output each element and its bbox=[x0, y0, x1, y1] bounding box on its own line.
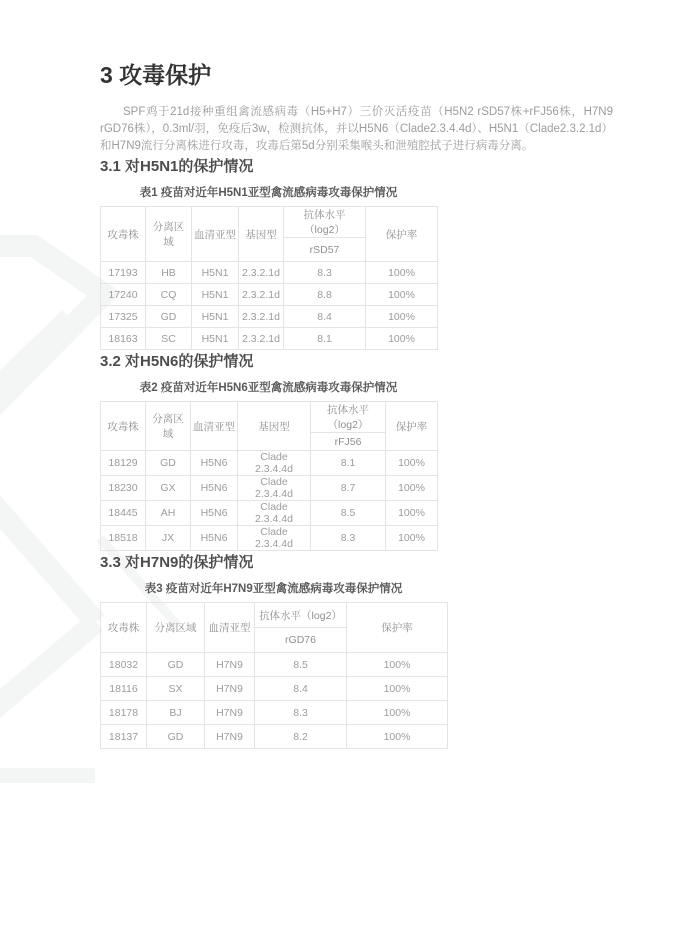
table-cell: H5N1 bbox=[192, 262, 239, 284]
table-row bbox=[101, 677, 448, 701]
table-cell: 18137 bbox=[101, 725, 147, 749]
table-cell: AH bbox=[146, 501, 191, 526]
table-cell: H7N9 bbox=[205, 653, 255, 677]
table-header bbox=[101, 207, 438, 262]
table-cell: 100% bbox=[347, 725, 448, 749]
table-row bbox=[101, 284, 438, 306]
table-cell: H5N1 bbox=[192, 284, 239, 306]
table-row bbox=[101, 328, 438, 350]
table-cell: H7N9 bbox=[205, 725, 255, 749]
page-title: 3 攻毒保护 bbox=[100, 62, 212, 88]
table-cell: 100% bbox=[366, 262, 438, 284]
column-header-antibody: 抗体水平（log2） bbox=[311, 402, 386, 433]
table-cell: Clade 2.3.4.4d bbox=[238, 451, 311, 476]
table-cell: GD bbox=[147, 653, 205, 677]
table-cell: 100% bbox=[347, 701, 448, 725]
column-header-protection: 保护率 bbox=[366, 207, 438, 262]
table-cell: 17193 bbox=[101, 262, 146, 284]
table-cell: Clade 2.3.4.4d bbox=[238, 526, 311, 551]
table-cell: 18178 bbox=[101, 701, 147, 725]
table-cell: 8.7 bbox=[311, 476, 386, 501]
table-cell: 18129 bbox=[101, 451, 146, 476]
table-cell: 8.3 bbox=[255, 701, 347, 725]
table-cell: H5N6 bbox=[191, 501, 238, 526]
table-header bbox=[101, 402, 438, 451]
table-cell: 100% bbox=[366, 284, 438, 306]
table-cell: SC bbox=[146, 328, 192, 350]
table-cell: 17240 bbox=[101, 284, 146, 306]
table-row bbox=[101, 262, 438, 284]
table-cell: GD bbox=[147, 725, 205, 749]
column-subheader-strain: rSD57 bbox=[284, 238, 366, 262]
column-header: 分离区域 bbox=[147, 603, 205, 653]
table-cell: 8.3 bbox=[284, 262, 366, 284]
table-cell: H5N6 bbox=[191, 526, 238, 551]
table-cell: 8.5 bbox=[311, 501, 386, 526]
section-heading-h5n6: 3.2 对H5N6的保护情况 bbox=[100, 353, 254, 370]
table-cell: H5N6 bbox=[191, 451, 238, 476]
table-cell: 18230 bbox=[101, 476, 146, 501]
table-cell: 8.4 bbox=[255, 677, 347, 701]
protection-table-h5n1 bbox=[100, 206, 438, 350]
table-row bbox=[101, 501, 438, 526]
table-row bbox=[101, 701, 448, 725]
column-header: 攻毒株 bbox=[101, 402, 146, 451]
table-body bbox=[101, 451, 438, 551]
table-cell: H5N1 bbox=[192, 328, 239, 350]
table-caption: 表3 疫苗对近年H7N9亚型禽流感病毒攻毒保护情况 bbox=[144, 583, 403, 595]
column-header: 血清亚型 bbox=[205, 603, 255, 653]
column-header: 基因型 bbox=[239, 207, 284, 262]
table-cell: H5N6 bbox=[191, 476, 238, 501]
section-heading-h7n9: 3.3 对H7N9的保护情况 bbox=[100, 554, 254, 571]
table-cell: H7N9 bbox=[205, 701, 255, 725]
table-cell: H5N1 bbox=[192, 306, 239, 328]
table-header bbox=[101, 603, 448, 653]
table-caption: 表1 疫苗对近年H5N1亚型禽流感病毒攻毒保护情况 bbox=[139, 187, 398, 199]
table-cell: Clade 2.3.4.4d bbox=[238, 476, 311, 501]
table-row bbox=[101, 476, 438, 501]
table-cell: SX bbox=[147, 677, 205, 701]
column-header-protection: 保护率 bbox=[386, 402, 438, 451]
table-cell: 18518 bbox=[101, 526, 146, 551]
table-cell: HB bbox=[146, 262, 192, 284]
table-cell: 2.3.2.1d bbox=[239, 284, 284, 306]
table-cell: 100% bbox=[366, 328, 438, 350]
table-cell: 8.3 bbox=[311, 526, 386, 551]
column-header: 攻毒株 bbox=[101, 207, 146, 262]
table-row bbox=[101, 653, 448, 677]
table-cell: JX bbox=[146, 526, 191, 551]
column-subheader-strain: rGD76 bbox=[255, 628, 347, 653]
table-cell: 2.3.2.1d bbox=[239, 328, 284, 350]
table-cell: 100% bbox=[366, 306, 438, 328]
column-header: 分离区域 bbox=[146, 402, 191, 451]
column-header-protection: 保护率 bbox=[347, 603, 448, 653]
table-cell: 100% bbox=[386, 501, 438, 526]
column-header: 基因型 bbox=[238, 402, 311, 451]
table-cell: 17325 bbox=[101, 306, 146, 328]
table-cell: 18163 bbox=[101, 328, 146, 350]
table-cell: GD bbox=[146, 451, 191, 476]
table-cell: 18445 bbox=[101, 501, 146, 526]
table-cell: 8.1 bbox=[284, 328, 366, 350]
table-cell: GX bbox=[146, 476, 191, 501]
table-body bbox=[101, 262, 438, 350]
table-cell: 8.2 bbox=[255, 725, 347, 749]
table-row bbox=[101, 306, 438, 328]
table-row bbox=[101, 451, 438, 476]
column-header: 血清亚型 bbox=[192, 207, 239, 262]
table-cell: CQ bbox=[146, 284, 192, 306]
table-cell: 8.1 bbox=[311, 451, 386, 476]
table-cell: 8.8 bbox=[284, 284, 366, 306]
protection-table-h5n6 bbox=[100, 401, 438, 551]
table-row bbox=[101, 725, 448, 749]
column-header: 分离区域 bbox=[146, 207, 192, 262]
table-cell: 100% bbox=[386, 526, 438, 551]
table-cell: 2.3.2.1d bbox=[239, 306, 284, 328]
table-cell: 8.4 bbox=[284, 306, 366, 328]
table-cell: BJ bbox=[147, 701, 205, 725]
table-cell: Clade 2.3.4.4d bbox=[238, 501, 311, 526]
table-cell: 100% bbox=[386, 476, 438, 501]
column-header-antibody: 抗体水平（log2） bbox=[255, 603, 347, 628]
table-cell: 18116 bbox=[101, 677, 147, 701]
table-body bbox=[101, 653, 448, 749]
column-subheader-strain: rFJ56 bbox=[311, 433, 386, 451]
column-header-antibody: 抗体水平（log2） bbox=[284, 207, 366, 238]
table-cell: 18032 bbox=[101, 653, 147, 677]
intro-paragraph: SPF鸡于21d接种重组禽流感病毒（H5+H7）三价灭活疫苗（H5N2 rSD57株+rFJ56株，H7N9 rGD76株），0.3ml/羽，免疫后3w，检测抗体，并以H5N6（Clade2.3.4.4d）、H5N1（Clade2.3.2.1d）和H7N9流行分离株进行攻毒，攻毒后第5d分别采集喉头和泄殖腔拭子进行病毒分离。 bbox=[100, 106, 613, 152]
table-caption: 表2 疫苗对近年H5N6亚型禽流感病毒攻毒保护情况 bbox=[139, 382, 398, 394]
table-cell: 100% bbox=[386, 451, 438, 476]
section-heading-h5n1: 3.1 对H5N1的保护情况 bbox=[100, 158, 254, 175]
table-cell: 2.3.2.1d bbox=[239, 262, 284, 284]
column-header: 血清亚型 bbox=[191, 402, 238, 451]
table-cell: H7N9 bbox=[205, 677, 255, 701]
protection-table-h7n9 bbox=[100, 602, 448, 749]
table-row bbox=[101, 526, 438, 551]
table-cell: GD bbox=[146, 306, 192, 328]
column-header: 攻毒株 bbox=[101, 603, 147, 653]
table-cell: 8.5 bbox=[255, 653, 347, 677]
table-cell: 100% bbox=[347, 677, 448, 701]
table-cell: 100% bbox=[347, 653, 448, 677]
